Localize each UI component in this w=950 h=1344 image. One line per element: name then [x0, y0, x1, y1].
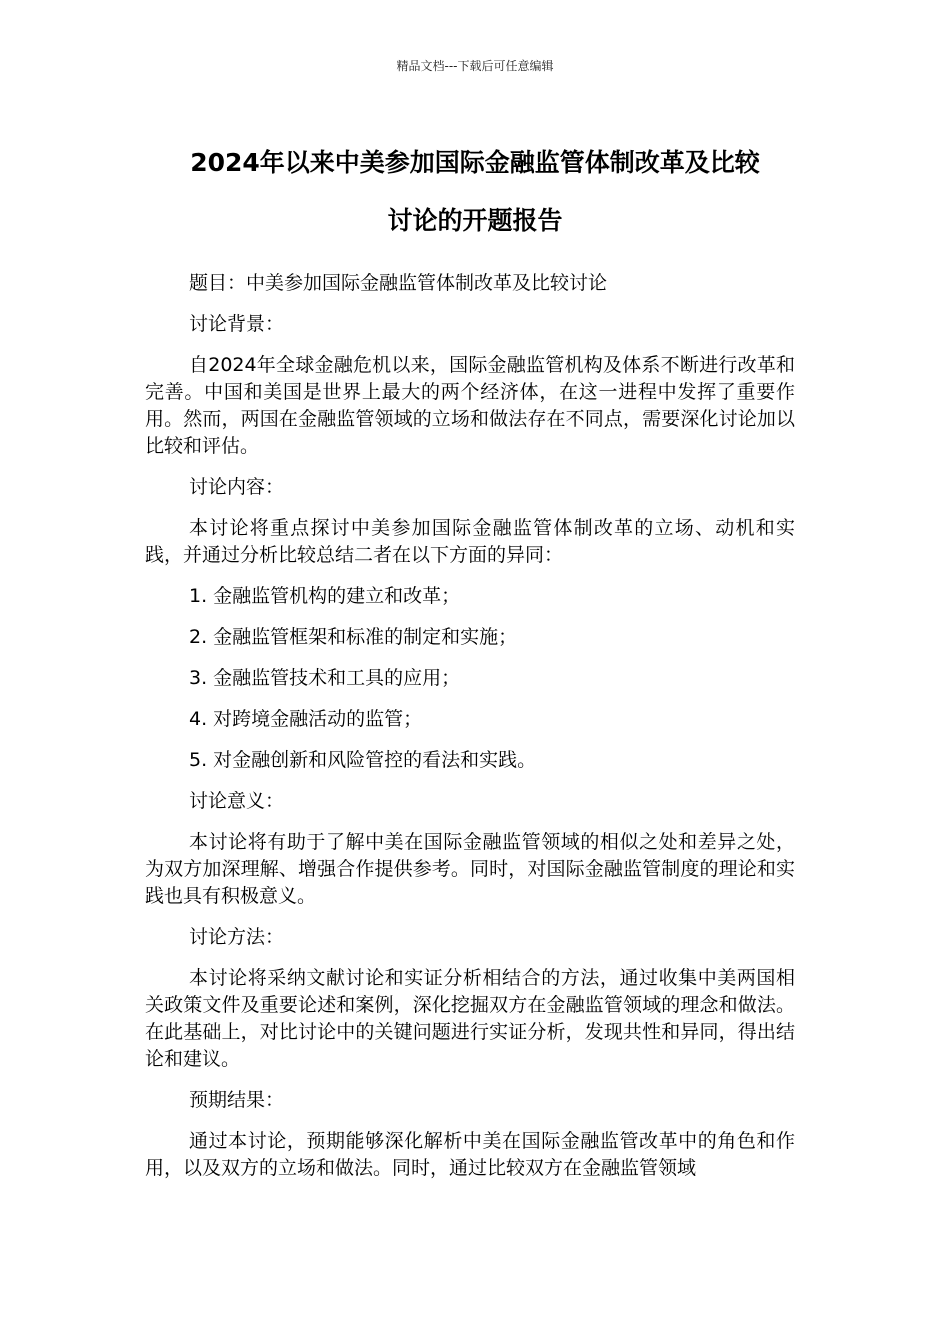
method-paragraph: 本讨论将采纳文献讨论和实证分析相结合的方法，通过收集中美两国相关政策文件及重要论述和案例，深化挖掘双方在金融监管领域的理念和做法。在此基础上，对比讨论中的关键问题进行实证分析，发现共性和异同，得出结论和建议。: [145, 967, 795, 1070]
background-paragraph: 自2024年全球金融危机以来，国际金融监管机构及体系不断进行改革和完善。中国和美国是世界上最大的两个经济体，在这一进程中发挥了重要作用。然而，两国在金融监管领域的立场和做法存在不同点，需要深化讨论加以比较和评估。: [145, 354, 795, 457]
method-heading: 讨论方法：: [189, 926, 285, 948]
title-line-1: 2024年以来中美参加国际金融监管体制改革及比较: [190, 148, 760, 177]
list-item-3: 3. 金融监管技术和工具的应用；: [189, 667, 461, 689]
list-item-4: 4. 对跨境金融活动的监管；: [189, 708, 423, 730]
list-item-5: 5. 对金融创新和风险管控的看法和实践。: [189, 749, 537, 771]
background-heading: 讨论背景：: [189, 313, 285, 335]
results-paragraph: 通过本讨论，预期能够深化解析中美在国际金融监管改革中的角色和作用，以及双方的立场和做法。同时，通过比较双方在金融监管领域: [145, 1130, 795, 1179]
content-heading: 讨论内容：: [189, 476, 285, 498]
subject-line: 题目：中美参加国际金融监管体制改革及比较讨论: [189, 272, 608, 294]
document-title: [120, 134, 830, 250]
results-heading: 预期结果：: [189, 1089, 285, 1111]
header-note: 精品文档---下载后可任意编辑: [396, 59, 554, 73]
significance-heading: 讨论意义：: [189, 790, 285, 812]
title-line-2: 讨论的开题报告: [387, 206, 563, 235]
significance-paragraph: 本讨论将有助于了解中美在国际金融监管领域的相似之处和差异之处，为双方加深理解、增强合作提供参考。同时，对国际金融监管制度的理论和实践也具有积极意义。: [145, 831, 795, 907]
document-body: [145, 270, 795, 1196]
list-item-2: 2. 金融监管框架和标准的制定和实施；: [189, 626, 518, 648]
list-item-1: 1. 金融监管机构的建立和改革；: [189, 585, 461, 607]
content-paragraph: 本讨论将重点探讨中美参加国际金融监管体制改革的立场、动机和实践，并通过分析比较总结二者在以下方面的异同：: [145, 517, 795, 566]
